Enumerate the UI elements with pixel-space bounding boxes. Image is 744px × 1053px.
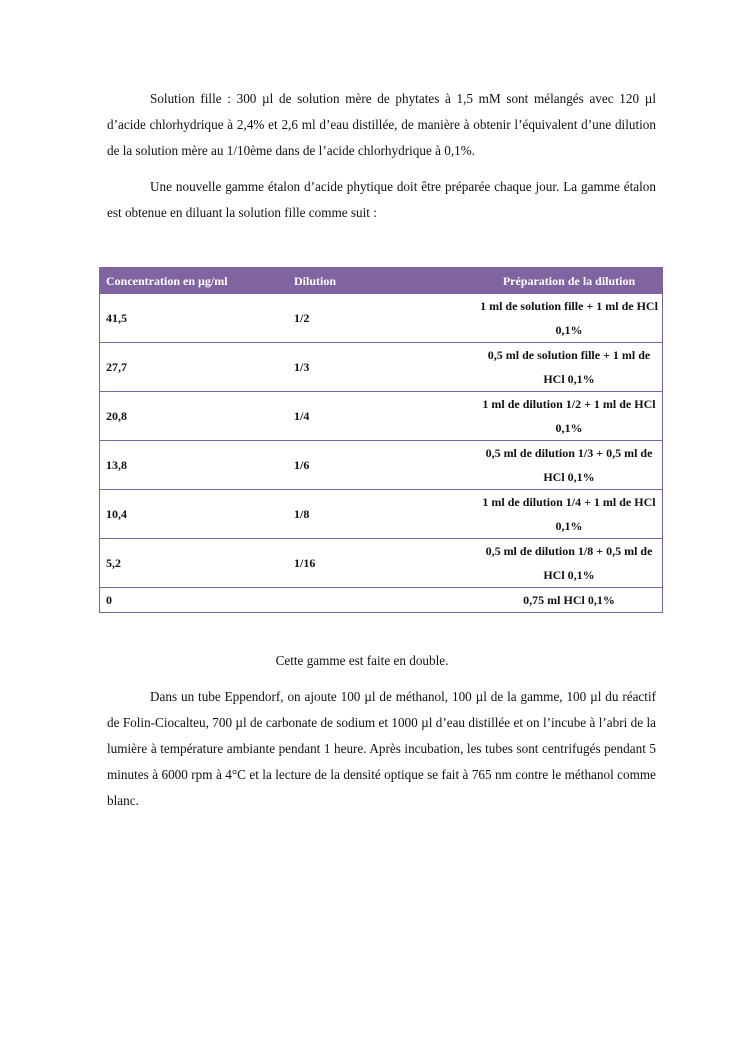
protocol-text [107, 684, 656, 814]
cell-dilution: 1/6 [288, 441, 476, 490]
header-dilution: Dilution [288, 268, 476, 295]
header-preparation: Préparation de la dilution [476, 268, 663, 295]
table-row [100, 490, 663, 539]
header-concentration: Concentration en µg/ml [100, 268, 289, 295]
table-row [100, 343, 663, 392]
cell-dilution: 1/16 [288, 539, 476, 588]
cell-preparation: 1 ml de solution fille + 1 ml de HCl 0,1% [476, 294, 663, 343]
cell-dilution: 1/3 [288, 343, 476, 392]
table-row [100, 392, 663, 441]
table-row [100, 588, 663, 613]
cell-concentration: 5,2 [100, 539, 289, 588]
note-double: Cette gamme est faite en double. [275, 653, 449, 668]
table-row [100, 539, 663, 588]
cell-preparation: 1 ml de dilution 1/2 + 1 ml de HCl 0,1% [476, 392, 663, 441]
cell-dilution [288, 588, 476, 613]
cell-concentration: 27,7 [100, 343, 289, 392]
cell-concentration: 20,8 [100, 392, 289, 441]
dilution-table [99, 267, 663, 613]
dilution-table-container [99, 267, 663, 613]
paragraph-gamme-etalon: Une nouvelle gamme étalon d’acide phytique doit être préparée chaque jour. La gamme étalon est obtenue en diluant la solution fille comme suit : [107, 179, 656, 220]
table-row [100, 441, 663, 490]
cell-preparation: 0,75 ml HCl 0,1% [523, 593, 615, 607]
table-row [100, 294, 663, 343]
paragraph-protocol: Dans un tube Eppendorf, on ajoute 100 µl de méthanol, 100 µl de la gamme, 100 µl du réactif de Folin-Ciocalteu, 700 µl de carbonate de sodium et 1000 µl d’eau distillée et on l’incube à l’abri de la lumière à température ambiante pendant 1 heure. Après incubation, les tubes sont centrifugés pendant 5 minutes à 6000 rpm à 4°C et la lecture de la densité optique se fait à 765 nm contre le méthanol comme blanc. [107, 689, 656, 808]
cell-concentration: 0 [106, 592, 112, 607]
cell-dilution: 1/4 [288, 392, 476, 441]
paragraph-solution-fille: Solution fille : 300 µl de solution mère de phytates à 1,5 mM sont mélangés avec 120 µl d’acide chlorhydrique à 2,4% et 2,6 ml d’eau distillée, de manière à obtenir l’équivalent d’une dilution de la solution mère au 1/10ème dans de l’acide chlorhydrique à 0,1%. [107, 91, 656, 158]
cell-preparation: 1 ml de dilution 1/4 + 1 ml de HCl 0,1% [476, 490, 663, 539]
cell-concentration: 41,5 [100, 294, 289, 343]
intro-text [107, 86, 656, 226]
table-header-row [100, 268, 663, 295]
cell-dilution: 1/8 [288, 490, 476, 539]
cell-dilution: 1/2 [288, 294, 476, 343]
cell-preparation: 0,5 ml de solution fille + 1 ml de HCl 0,1% [476, 343, 663, 392]
cell-concentration: 10,4 [100, 490, 289, 539]
cell-preparation: 0,5 ml de dilution 1/8 + 0,5 ml de HCl 0,1% [476, 539, 663, 588]
cell-preparation: 0,5 ml de dilution 1/3 + 0,5 ml de HCl 0,1% [476, 441, 663, 490]
cell-concentration: 13,8 [100, 441, 289, 490]
